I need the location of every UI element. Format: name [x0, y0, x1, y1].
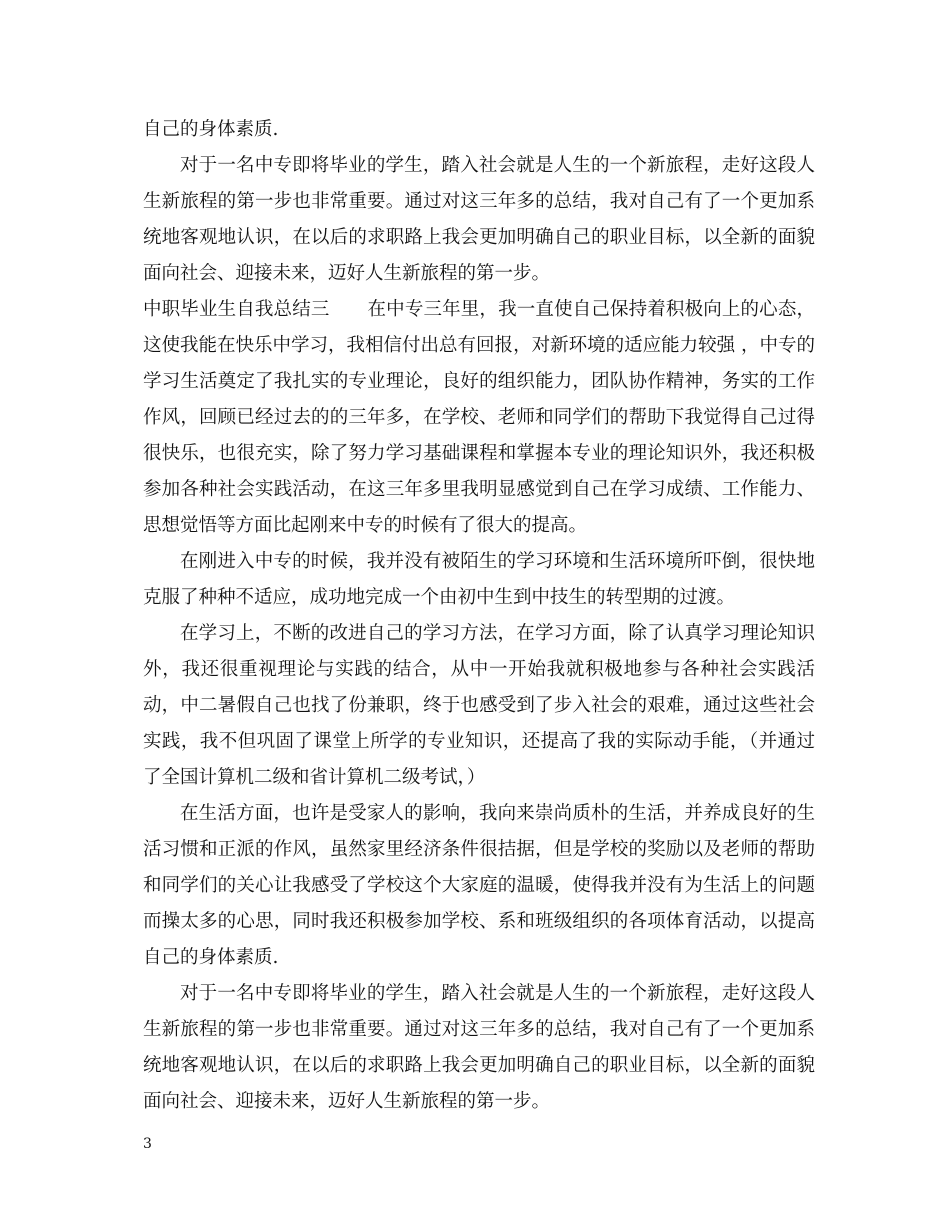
paragraph-continuation: 自己的身体素质. — [143, 119, 279, 140]
paragraph-summary-three-text: 在中专三年里，我一直使自己保持着积极向上的心态，这使我能在快乐中学习，我相信付出总有回报，对新环境的适应能力较强 ，中专的学习生活奠定了我扎实的专业理论，良好的组织能力，团队协作精神，务实的工作作风，回顾已经过去的的三年多，在学校、老师和同学们的帮助下我觉得自己过得很快乐，也很充实，除了努力学习基础课程和掌握本专业的理论知识外，我还积极参加各种社会实践活动，在这三年多里我明显感觉到自己在学习成绩、工作能力、思想觉悟等方面比起刚来中专的时候有了很大的提高。 — [143, 299, 815, 536]
page-number: 3 — [143, 1136, 152, 1152]
paragraph-entering-school: 在刚进入中专的时候，我并没有被陌生的学习环境和生活环境所吓倒，很快地克服了种种不适应，成功地完成一个由初中生到中技生的转型期的过渡。 — [143, 551, 815, 608]
paragraph-summary-three — [143, 292, 815, 544]
paragraph-life: 在生活方面，也许是受家人的影响，我向来崇尚质朴的生活，并养成良好的生活习惯和正派的作风，虽然家里经济条件很拮据，但是学校的奖励以及老师的帮助和同学们的关心让我感受了学校这个大家庭的温暖，使得我并没有为生活上的问题而操太多的心思，同时我还积极参加学校、系和班级组织的各项体育活动，以提高自己的身体素质. — [143, 803, 815, 968]
document-body — [143, 112, 815, 1120]
paragraph-graduation-reflection: 对于一名中专即将毕业的学生，踏入社会就是人生的一个新旅程，走好这段人生新旅程的第一步也非常重要。通过对这三年多的总结，我对自己有了一个更加系统地客观地认识，在以后的求职路上我会更加明确自己的职业目标，以全新的面貌面向社会、迎接未来，迈好人生新旅程的第一步。 — [143, 155, 815, 284]
paragraph-closing: 对于一名中专即将毕业的学生，踏入社会就是人生的一个新旅程，走好这段人生新旅程的第一步也非常重要。通过对这三年多的总结，我对自己有了一个更加系统地客观地认识，在以后的求职路上我会更加明确自己的职业目标，以全新的面貌面向社会、迎接未来，迈好人生新旅程的第一步。 — [143, 983, 815, 1112]
section-heading: 中职毕业生自我总结三 — [143, 299, 330, 320]
paragraph-study: 在学习上，不断的改进自己的学习方法，在学习方面，除了认真学习理论知识外，我还很重视理论与实践的结合，从中一开始我就积极地参与各种社会实践活动，中二暑假自己也找了份兼职，终于也感受到了步入社会的艰难，通过这些社会实践，我不但巩固了课堂上所学的专业知识，还提高了我的实际动手能，（并通过了全国计算机二级和省计算机二级考试，） — [143, 623, 815, 788]
